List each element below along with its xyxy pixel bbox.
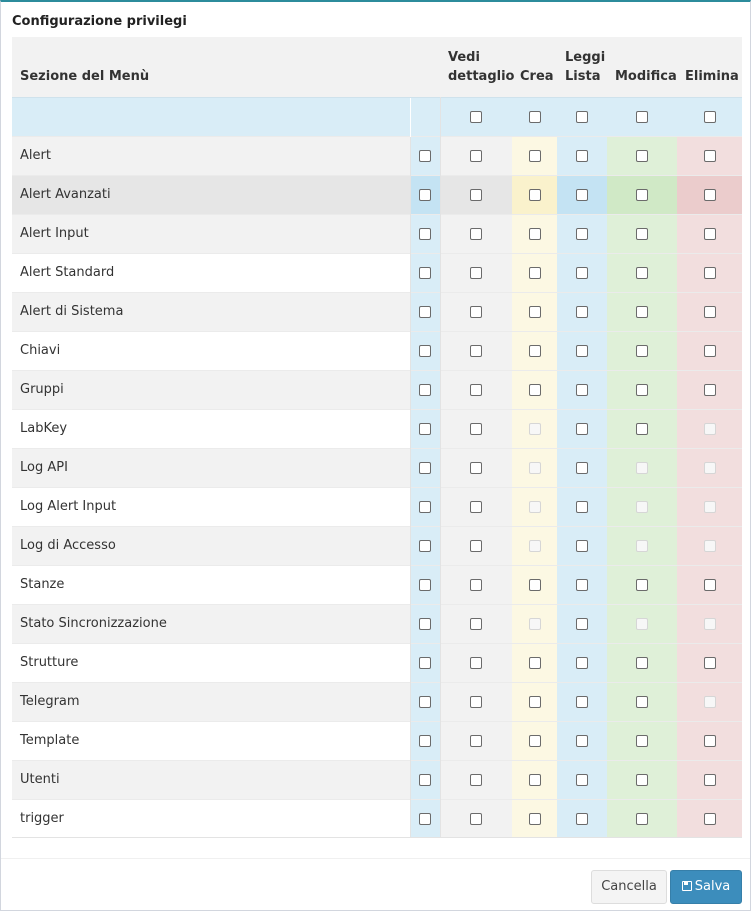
all-checkbox[interactable] — [419, 267, 431, 279]
row-label: Alert — [12, 136, 410, 175]
create-checkbox[interactable] — [529, 345, 541, 357]
read-list-checkbox[interactable] — [576, 657, 588, 669]
create-checkbox — [529, 540, 541, 552]
view-detail-checkbox[interactable] — [470, 735, 482, 747]
edit-checkbox[interactable] — [636, 150, 648, 162]
edit-checkbox — [636, 540, 648, 552]
delete-checkbox[interactable] — [704, 774, 716, 786]
table-row — [12, 760, 742, 799]
all-checkbox[interactable] — [419, 384, 431, 396]
all-checkbox[interactable] — [419, 189, 431, 201]
read-list-checkbox[interactable] — [576, 423, 588, 435]
row-label: Gruppi — [12, 370, 410, 409]
delete-checkbox — [704, 540, 716, 552]
all-checkbox[interactable] — [419, 579, 431, 591]
row-label: Chiavi — [12, 331, 410, 370]
read-list-checkbox[interactable] — [576, 228, 588, 240]
delete-checkbox[interactable] — [704, 150, 716, 162]
delete-checkbox — [704, 618, 716, 630]
read-list-checkbox[interactable] — [576, 618, 588, 630]
table-row — [12, 487, 742, 526]
create-checkbox[interactable] — [529, 696, 541, 708]
row-label: Telegram — [12, 682, 410, 721]
row-label: Stanze — [12, 565, 410, 604]
create-checkbox — [529, 462, 541, 474]
edit-checkbox[interactable] — [636, 735, 648, 747]
read-list-checkbox[interactable] — [576, 345, 588, 357]
table-row — [12, 604, 742, 643]
edit-checkbox[interactable] — [636, 345, 648, 357]
all-checkbox[interactable] — [419, 228, 431, 240]
delete-checkbox[interactable] — [704, 384, 716, 396]
read-list-checkbox[interactable] — [576, 150, 588, 162]
delete-checkbox — [704, 462, 716, 474]
row-label: Alert Standard — [12, 253, 410, 292]
select-all-delete-checkbox[interactable] — [704, 111, 716, 123]
edit-checkbox[interactable] — [636, 774, 648, 786]
table-row — [12, 370, 742, 409]
table-row — [12, 175, 742, 214]
read-list-checkbox[interactable] — [576, 579, 588, 591]
create-checkbox — [529, 618, 541, 630]
read-list-checkbox[interactable] — [576, 267, 588, 279]
create-checkbox[interactable] — [529, 189, 541, 201]
delete-checkbox[interactable] — [704, 267, 716, 279]
view-detail-checkbox[interactable] — [470, 540, 482, 552]
privileges-table — [12, 37, 742, 838]
row-label: Stato Sincronizzazione — [12, 604, 410, 643]
edit-checkbox[interactable] — [636, 657, 648, 669]
read-list-checkbox[interactable] — [576, 306, 588, 318]
header-delete: Elimina — [677, 37, 742, 97]
all-checkbox[interactable] — [419, 657, 431, 669]
edit-checkbox[interactable] — [636, 306, 648, 318]
view-detail-checkbox[interactable] — [470, 579, 482, 591]
table-row — [12, 253, 742, 292]
edit-checkbox[interactable] — [636, 813, 648, 825]
table-row — [12, 292, 742, 331]
table-row — [12, 409, 742, 448]
view-detail-checkbox[interactable] — [470, 462, 482, 474]
header-section: Sezione del Menù — [12, 37, 410, 97]
delete-checkbox[interactable] — [704, 657, 716, 669]
view-detail-checkbox[interactable] — [470, 306, 482, 318]
view-detail-checkbox[interactable] — [470, 696, 482, 708]
table-bottom-border — [12, 837, 742, 838]
read-list-checkbox[interactable] — [576, 462, 588, 474]
row-label: Alert Input — [12, 214, 410, 253]
header-read-list: Leggi Lista — [557, 37, 607, 97]
create-checkbox[interactable] — [529, 150, 541, 162]
row-label: Log di Accesso — [12, 526, 410, 565]
create-checkbox[interactable] — [529, 306, 541, 318]
create-checkbox[interactable] — [529, 735, 541, 747]
create-checkbox[interactable] — [529, 384, 541, 396]
edit-checkbox — [636, 618, 648, 630]
row-label: Log Alert Input — [12, 487, 410, 526]
edit-checkbox[interactable] — [636, 228, 648, 240]
view-detail-checkbox[interactable] — [470, 423, 482, 435]
floppy-disk-icon — [682, 881, 692, 891]
row-label: Utenti — [12, 760, 410, 799]
view-detail-checkbox[interactable] — [470, 150, 482, 162]
create-checkbox[interactable] — [529, 228, 541, 240]
view-detail-checkbox[interactable] — [470, 345, 482, 357]
view-detail-checkbox[interactable] — [470, 189, 482, 201]
all-checkbox[interactable] — [419, 345, 431, 357]
all-checkbox[interactable] — [419, 150, 431, 162]
delete-checkbox — [704, 696, 716, 708]
create-checkbox[interactable] — [529, 579, 541, 591]
table-row — [12, 682, 742, 721]
view-detail-checkbox[interactable] — [470, 228, 482, 240]
table-row — [12, 136, 742, 175]
all-checkbox[interactable] — [419, 696, 431, 708]
edit-checkbox[interactable] — [636, 696, 648, 708]
all-checkbox[interactable] — [419, 813, 431, 825]
edit-checkbox[interactable] — [636, 267, 648, 279]
table-row — [12, 643, 742, 682]
save-button[interactable] — [670, 870, 742, 904]
cancel-button[interactable]: Cancella — [591, 870, 667, 904]
footer-divider — [1, 858, 750, 859]
delete-checkbox[interactable] — [704, 228, 716, 240]
header-view-detail: Vedi dettaglio — [440, 37, 512, 97]
all-checkbox[interactable] — [419, 501, 431, 513]
delete-checkbox — [704, 423, 716, 435]
all-checkbox[interactable] — [419, 774, 431, 786]
create-checkbox[interactable] — [529, 813, 541, 825]
all-checkbox[interactable] — [419, 618, 431, 630]
create-checkbox[interactable] — [529, 657, 541, 669]
read-list-checkbox[interactable] — [576, 189, 588, 201]
row-label: Template — [12, 721, 410, 760]
delete-checkbox — [704, 501, 716, 513]
view-detail-checkbox[interactable] — [470, 618, 482, 630]
select-all-create-checkbox[interactable] — [529, 111, 541, 123]
view-detail-checkbox[interactable] — [470, 501, 482, 513]
all-checkbox[interactable] — [419, 540, 431, 552]
all-checkbox[interactable] — [419, 735, 431, 747]
table-row — [12, 721, 742, 760]
header-all — [410, 37, 440, 97]
create-checkbox — [529, 501, 541, 513]
view-detail-checkbox[interactable] — [470, 813, 482, 825]
all-checkbox[interactable] — [419, 423, 431, 435]
edit-checkbox[interactable] — [636, 423, 648, 435]
delete-checkbox[interactable] — [704, 735, 716, 747]
read-list-checkbox[interactable] — [576, 540, 588, 552]
row-label: Log API — [12, 448, 410, 487]
select-all-row — [12, 97, 742, 136]
read-list-checkbox[interactable] — [576, 813, 588, 825]
create-checkbox[interactable] — [529, 267, 541, 279]
delete-checkbox[interactable] — [704, 306, 716, 318]
header-edit: Modifica — [607, 37, 677, 97]
delete-checkbox[interactable] — [704, 579, 716, 591]
row-label: trigger — [12, 799, 410, 838]
edit-checkbox[interactable] — [636, 189, 648, 201]
row-label: Strutture — [12, 643, 410, 682]
all-checkbox[interactable] — [419, 306, 431, 318]
read-list-checkbox[interactable] — [576, 384, 588, 396]
table-row — [12, 565, 742, 604]
table-row — [12, 526, 742, 565]
row-label: LabKey — [12, 409, 410, 448]
panel-title: Configurazione privilegi — [12, 14, 187, 29]
table-row — [12, 214, 742, 253]
edit-checkbox — [636, 501, 648, 513]
edit-checkbox[interactable] — [636, 579, 648, 591]
read-list-checkbox[interactable] — [576, 774, 588, 786]
delete-checkbox[interactable] — [704, 189, 716, 201]
select-all-read-list-checkbox[interactable] — [576, 111, 588, 123]
read-list-checkbox[interactable] — [576, 501, 588, 513]
save-button-label: Salva — [694, 879, 731, 894]
view-detail-checkbox[interactable] — [470, 657, 482, 669]
header-row — [12, 37, 742, 97]
edit-checkbox — [636, 462, 648, 474]
row-label: Alert Avanzati — [12, 175, 410, 214]
select-all-view-detail-checkbox[interactable] — [470, 111, 482, 123]
edit-checkbox[interactable] — [636, 384, 648, 396]
create-checkbox[interactable] — [529, 774, 541, 786]
row-label: Alert di Sistema — [12, 292, 410, 331]
create-checkbox — [529, 423, 541, 435]
header-create: Crea — [512, 37, 557, 97]
read-list-checkbox[interactable] — [576, 735, 588, 747]
view-detail-checkbox[interactable] — [470, 384, 482, 396]
read-list-checkbox[interactable] — [576, 696, 588, 708]
delete-checkbox[interactable] — [704, 813, 716, 825]
all-checkbox[interactable] — [419, 462, 431, 474]
view-detail-checkbox[interactable] — [470, 774, 482, 786]
delete-checkbox[interactable] — [704, 345, 716, 357]
select-all-edit-checkbox[interactable] — [636, 111, 648, 123]
table-row — [12, 331, 742, 370]
table-row — [12, 799, 742, 838]
view-detail-checkbox[interactable] — [470, 267, 482, 279]
table-row — [12, 448, 742, 487]
